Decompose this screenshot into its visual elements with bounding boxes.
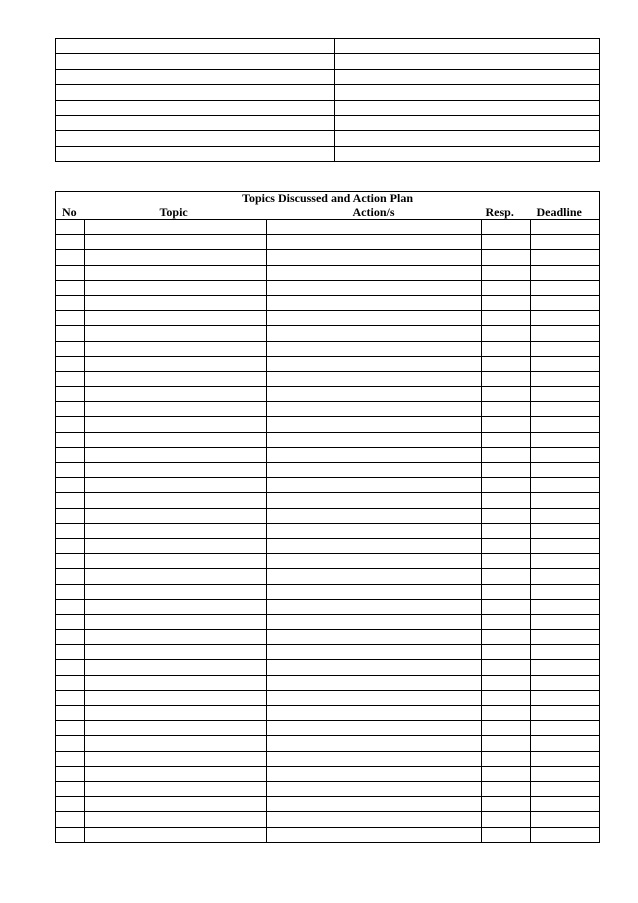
no-cell[interactable] — [56, 706, 85, 721]
resp-cell[interactable] — [482, 751, 531, 766]
header-info-cell[interactable] — [335, 131, 600, 146]
topic-cell[interactable] — [85, 326, 267, 341]
resp-cell[interactable] — [482, 645, 531, 660]
deadline-cell[interactable] — [531, 766, 600, 781]
action-plan-row — [56, 630, 600, 645]
action-plan-row — [56, 371, 600, 386]
action-plan-row — [56, 356, 600, 371]
no-cell[interactable] — [56, 554, 85, 569]
topic-cell[interactable] — [85, 690, 267, 705]
deadline-cell[interactable] — [531, 402, 600, 417]
action-plan-row — [56, 599, 600, 614]
no-cell[interactable] — [56, 660, 85, 675]
actions-cell[interactable] — [267, 538, 482, 553]
actions-cell[interactable] — [267, 326, 482, 341]
resp-cell[interactable] — [482, 781, 531, 796]
actions-cell[interactable] — [267, 463, 482, 478]
header-info-cell[interactable] — [56, 100, 335, 115]
actions-cell[interactable] — [267, 645, 482, 660]
action-plan-row — [56, 736, 600, 751]
topic-cell[interactable] — [85, 645, 267, 660]
topic-cell[interactable] — [85, 827, 267, 842]
header-info-cell[interactable] — [335, 69, 600, 84]
header-info-row — [56, 115, 600, 130]
action-plan-row — [56, 432, 600, 447]
actions-cell[interactable] — [267, 554, 482, 569]
resp-cell[interactable] — [482, 341, 531, 356]
resp-cell[interactable] — [482, 584, 531, 599]
no-cell[interactable] — [56, 387, 85, 402]
deadline-cell[interactable] — [531, 584, 600, 599]
action-plan-row — [56, 751, 600, 766]
no-cell[interactable] — [56, 812, 85, 827]
no-cell[interactable] — [56, 827, 85, 842]
resp-cell[interactable] — [482, 402, 531, 417]
deadline-cell[interactable] — [531, 493, 600, 508]
no-cell[interactable] — [56, 630, 85, 645]
deadline-cell[interactable] — [531, 614, 600, 629]
action-plan-row — [56, 569, 600, 584]
no-cell[interactable] — [56, 690, 85, 705]
resp-cell[interactable] — [482, 523, 531, 538]
actions-cell[interactable] — [267, 614, 482, 629]
no-cell[interactable] — [56, 766, 85, 781]
topic-cell[interactable] — [85, 387, 267, 402]
topic-cell[interactable] — [85, 614, 267, 629]
no-cell[interactable] — [56, 250, 85, 265]
action-plan-row — [56, 827, 600, 842]
topic-cell[interactable] — [85, 569, 267, 584]
deadline-cell[interactable] — [531, 751, 600, 766]
topic-cell[interactable] — [85, 478, 267, 493]
action-plan-row — [56, 387, 600, 402]
topic-cell[interactable] — [85, 432, 267, 447]
action-plan-row — [56, 463, 600, 478]
header-info-cell[interactable] — [56, 146, 335, 161]
resp-cell[interactable] — [482, 432, 531, 447]
topic-cell[interactable] — [85, 508, 267, 523]
header-info-row — [56, 54, 600, 69]
topic-cell[interactable] — [85, 493, 267, 508]
deadline-cell[interactable] — [531, 387, 600, 402]
topic-cell[interactable] — [85, 630, 267, 645]
actions-cell[interactable] — [267, 447, 482, 462]
deadline-cell[interactable] — [531, 265, 600, 280]
deadline-cell[interactable] — [531, 736, 600, 751]
no-cell[interactable] — [56, 220, 85, 235]
no-cell[interactable] — [56, 523, 85, 538]
header-info-cell[interactable] — [335, 54, 600, 69]
action-plan-row — [56, 675, 600, 690]
deadline-cell[interactable] — [531, 326, 600, 341]
no-cell[interactable] — [56, 614, 85, 629]
action-plan-row — [56, 781, 600, 796]
deadline-cell[interactable] — [531, 630, 600, 645]
resp-cell[interactable] — [482, 599, 531, 614]
actions-cell[interactable] — [267, 599, 482, 614]
topic-cell[interactable] — [85, 660, 267, 675]
deadline-cell[interactable] — [531, 508, 600, 523]
topic-cell[interactable] — [85, 220, 267, 235]
deadline-cell[interactable] — [531, 432, 600, 447]
resp-cell[interactable] — [482, 797, 531, 812]
header-info-row — [56, 146, 600, 161]
deadline-cell[interactable] — [531, 417, 600, 432]
action-plan-row — [56, 660, 600, 675]
topic-cell[interactable] — [85, 706, 267, 721]
actions-cell[interactable] — [267, 265, 482, 280]
action-plan-row — [56, 721, 600, 736]
no-cell[interactable] — [56, 265, 85, 280]
header-info-cell[interactable] — [335, 85, 600, 100]
action-plan-row — [56, 690, 600, 705]
actions-cell[interactable] — [267, 721, 482, 736]
no-cell[interactable] — [56, 280, 85, 295]
no-cell[interactable] — [56, 402, 85, 417]
topic-cell[interactable] — [85, 402, 267, 417]
action-plan-row — [56, 402, 600, 417]
no-cell[interactable] — [56, 538, 85, 553]
topic-cell[interactable] — [85, 766, 267, 781]
actions-cell[interactable] — [267, 250, 482, 265]
no-cell[interactable] — [56, 417, 85, 432]
actions-cell[interactable] — [267, 508, 482, 523]
resp-cell[interactable] — [482, 493, 531, 508]
action-plan-table — [55, 191, 600, 843]
action-plan-row — [56, 311, 600, 326]
actions-cell[interactable] — [267, 478, 482, 493]
topic-cell[interactable] — [85, 447, 267, 462]
actions-cell[interactable] — [267, 417, 482, 432]
deadline-cell[interactable] — [531, 645, 600, 660]
deadline-cell[interactable] — [531, 341, 600, 356]
resp-cell[interactable] — [482, 447, 531, 462]
action-plan-row — [56, 250, 600, 265]
action-plan-row — [56, 523, 600, 538]
resp-cell[interactable] — [482, 721, 531, 736]
actions-cell[interactable] — [267, 402, 482, 417]
no-cell[interactable] — [56, 751, 85, 766]
action-plan-row — [56, 706, 600, 721]
resp-cell[interactable] — [482, 295, 531, 310]
action-plan-row — [56, 538, 600, 553]
topic-cell[interactable] — [85, 721, 267, 736]
action-plan-row — [56, 447, 600, 462]
resp-cell[interactable] — [482, 690, 531, 705]
topic-cell[interactable] — [85, 751, 267, 766]
action-plan-row — [56, 326, 600, 341]
no-cell[interactable] — [56, 508, 85, 523]
actions-cell[interactable] — [267, 827, 482, 842]
deadline-cell[interactable] — [531, 250, 600, 265]
column-header-no: No — [56, 205, 85, 220]
no-cell[interactable] — [56, 493, 85, 508]
no-cell[interactable] — [56, 797, 85, 812]
resp-cell[interactable] — [482, 569, 531, 584]
no-cell[interactable] — [56, 326, 85, 341]
actions-cell[interactable] — [267, 341, 482, 356]
no-cell[interactable] — [56, 432, 85, 447]
header-info-row — [56, 100, 600, 115]
actions-cell[interactable] — [267, 706, 482, 721]
header-info-cell[interactable] — [56, 54, 335, 69]
deadline-cell[interactable] — [531, 569, 600, 584]
actions-cell[interactable] — [267, 523, 482, 538]
topic-cell[interactable] — [85, 371, 267, 386]
no-cell[interactable] — [56, 295, 85, 310]
header-info-table — [55, 38, 600, 162]
resp-cell[interactable] — [482, 250, 531, 265]
topic-cell[interactable] — [85, 265, 267, 280]
resp-cell[interactable] — [482, 706, 531, 721]
no-cell[interactable] — [56, 599, 85, 614]
resp-cell[interactable] — [482, 265, 531, 280]
actions-cell[interactable] — [267, 280, 482, 295]
deadline-cell[interactable] — [531, 235, 600, 250]
resp-cell[interactable] — [482, 614, 531, 629]
actions-cell[interactable] — [267, 493, 482, 508]
no-cell[interactable] — [56, 584, 85, 599]
header-info-cell[interactable] — [335, 100, 600, 115]
resp-cell[interactable] — [482, 371, 531, 386]
actions-cell[interactable] — [267, 387, 482, 402]
header-info-cell[interactable] — [335, 115, 600, 130]
deadline-cell[interactable] — [531, 706, 600, 721]
actions-cell[interactable] — [267, 660, 482, 675]
topic-cell[interactable] — [85, 341, 267, 356]
topic-cell[interactable] — [85, 523, 267, 538]
resp-cell[interactable] — [482, 356, 531, 371]
deadline-cell[interactable] — [531, 554, 600, 569]
column-header-resp: Resp. — [482, 205, 531, 220]
resp-cell[interactable] — [482, 812, 531, 827]
topic-cell[interactable] — [85, 781, 267, 796]
deadline-cell[interactable] — [531, 827, 600, 842]
resp-cell[interactable] — [482, 736, 531, 751]
topic-cell[interactable] — [85, 797, 267, 812]
resp-cell[interactable] — [482, 326, 531, 341]
resp-cell[interactable] — [482, 554, 531, 569]
action-plan-row — [56, 280, 600, 295]
deadline-cell[interactable] — [531, 523, 600, 538]
actions-cell[interactable] — [267, 311, 482, 326]
topic-cell[interactable] — [85, 356, 267, 371]
actions-cell[interactable] — [267, 356, 482, 371]
deadline-cell[interactable] — [531, 280, 600, 295]
resp-cell[interactable] — [482, 675, 531, 690]
actions-cell[interactable] — [267, 751, 482, 766]
action-plan-row — [56, 295, 600, 310]
actions-cell[interactable] — [267, 584, 482, 599]
topic-cell[interactable] — [85, 417, 267, 432]
deadline-cell[interactable] — [531, 812, 600, 827]
deadline-cell[interactable] — [531, 463, 600, 478]
topic-cell[interactable] — [85, 736, 267, 751]
resp-cell[interactable] — [482, 766, 531, 781]
actions-cell[interactable] — [267, 235, 482, 250]
no-cell[interactable] — [56, 356, 85, 371]
topic-cell[interactable] — [85, 250, 267, 265]
resp-cell[interactable] — [482, 463, 531, 478]
resp-cell[interactable] — [482, 387, 531, 402]
no-cell[interactable] — [56, 371, 85, 386]
topic-cell[interactable] — [85, 584, 267, 599]
no-cell[interactable] — [56, 675, 85, 690]
deadline-cell[interactable] — [531, 781, 600, 796]
action-plan-row — [56, 341, 600, 356]
deadline-cell[interactable] — [531, 311, 600, 326]
deadline-cell[interactable] — [531, 721, 600, 736]
no-cell[interactable] — [56, 478, 85, 493]
no-cell[interactable] — [56, 781, 85, 796]
action-plan-row — [56, 265, 600, 280]
actions-cell[interactable] — [267, 220, 482, 235]
action-plan-header-row — [56, 205, 600, 220]
resp-cell[interactable] — [482, 417, 531, 432]
no-cell[interactable] — [56, 311, 85, 326]
actions-cell[interactable] — [267, 797, 482, 812]
action-plan-row — [56, 797, 600, 812]
actions-cell[interactable] — [267, 675, 482, 690]
header-info-row — [56, 85, 600, 100]
column-header-topic: Topic — [85, 205, 267, 220]
deadline-cell[interactable] — [531, 356, 600, 371]
topic-cell[interactable] — [85, 235, 267, 250]
resp-cell[interactable] — [482, 220, 531, 235]
deadline-cell[interactable] — [531, 220, 600, 235]
actions-cell[interactable] — [267, 569, 482, 584]
header-info-cell[interactable] — [56, 69, 335, 84]
actions-cell[interactable] — [267, 812, 482, 827]
action-plan-row — [56, 493, 600, 508]
actions-cell[interactable] — [267, 295, 482, 310]
header-info-cell[interactable] — [335, 146, 600, 161]
topic-cell[interactable] — [85, 295, 267, 310]
topic-cell[interactable] — [85, 554, 267, 569]
resp-cell[interactable] — [482, 280, 531, 295]
action-plan-row — [56, 812, 600, 827]
resp-cell[interactable] — [482, 508, 531, 523]
resp-cell[interactable] — [482, 630, 531, 645]
topic-cell[interactable] — [85, 675, 267, 690]
action-plan-row — [56, 417, 600, 432]
deadline-cell[interactable] — [531, 660, 600, 675]
no-cell[interactable] — [56, 721, 85, 736]
topic-cell[interactable] — [85, 463, 267, 478]
action-plan-row — [56, 508, 600, 523]
action-plan-row — [56, 220, 600, 235]
deadline-cell[interactable] — [531, 599, 600, 614]
actions-cell[interactable] — [267, 781, 482, 796]
actions-cell[interactable] — [267, 630, 482, 645]
resp-cell[interactable] — [482, 235, 531, 250]
no-cell[interactable] — [56, 736, 85, 751]
deadline-cell[interactable] — [531, 478, 600, 493]
action-plan-row — [56, 554, 600, 569]
column-header-deadline: Deadline — [531, 205, 600, 220]
topic-cell[interactable] — [85, 599, 267, 614]
topic-cell[interactable] — [85, 280, 267, 295]
header-info-cell[interactable] — [335, 39, 600, 54]
resp-cell[interactable] — [482, 478, 531, 493]
actions-cell[interactable] — [267, 736, 482, 751]
no-cell[interactable] — [56, 645, 85, 660]
actions-cell[interactable] — [267, 766, 482, 781]
action-plan-row — [56, 478, 600, 493]
actions-cell[interactable] — [267, 432, 482, 447]
action-plan-row — [56, 766, 600, 781]
no-cell[interactable] — [56, 235, 85, 250]
header-info-row — [56, 131, 600, 146]
no-cell[interactable] — [56, 569, 85, 584]
resp-cell[interactable] — [482, 827, 531, 842]
actions-cell[interactable] — [267, 371, 482, 386]
column-header-actions: Action/s — [267, 205, 482, 220]
no-cell[interactable] — [56, 447, 85, 462]
header-info-cell[interactable] — [56, 85, 335, 100]
topic-cell[interactable] — [85, 812, 267, 827]
deadline-cell[interactable] — [531, 538, 600, 553]
no-cell[interactable] — [56, 341, 85, 356]
deadline-cell[interactable] — [531, 675, 600, 690]
action-plan-row — [56, 235, 600, 250]
header-info-cell[interactable] — [56, 131, 335, 146]
topic-cell[interactable] — [85, 538, 267, 553]
header-info-row — [56, 39, 600, 54]
resp-cell[interactable] — [482, 311, 531, 326]
action-plan-row — [56, 645, 600, 660]
deadline-cell[interactable] — [531, 797, 600, 812]
header-info-cell[interactable] — [56, 39, 335, 54]
action-plan-row — [56, 614, 600, 629]
topic-cell[interactable] — [85, 311, 267, 326]
deadline-cell[interactable] — [531, 447, 600, 462]
action-plan-row — [56, 584, 600, 599]
header-info-cell[interactable] — [56, 115, 335, 130]
action-plan-title: Topics Discussed and Action Plan — [56, 192, 600, 206]
resp-cell[interactable] — [482, 660, 531, 675]
deadline-cell[interactable] — [531, 690, 600, 705]
deadline-cell[interactable] — [531, 371, 600, 386]
resp-cell[interactable] — [482, 538, 531, 553]
actions-cell[interactable] — [267, 690, 482, 705]
header-info-row — [56, 69, 600, 84]
deadline-cell[interactable] — [531, 295, 600, 310]
no-cell[interactable] — [56, 463, 85, 478]
